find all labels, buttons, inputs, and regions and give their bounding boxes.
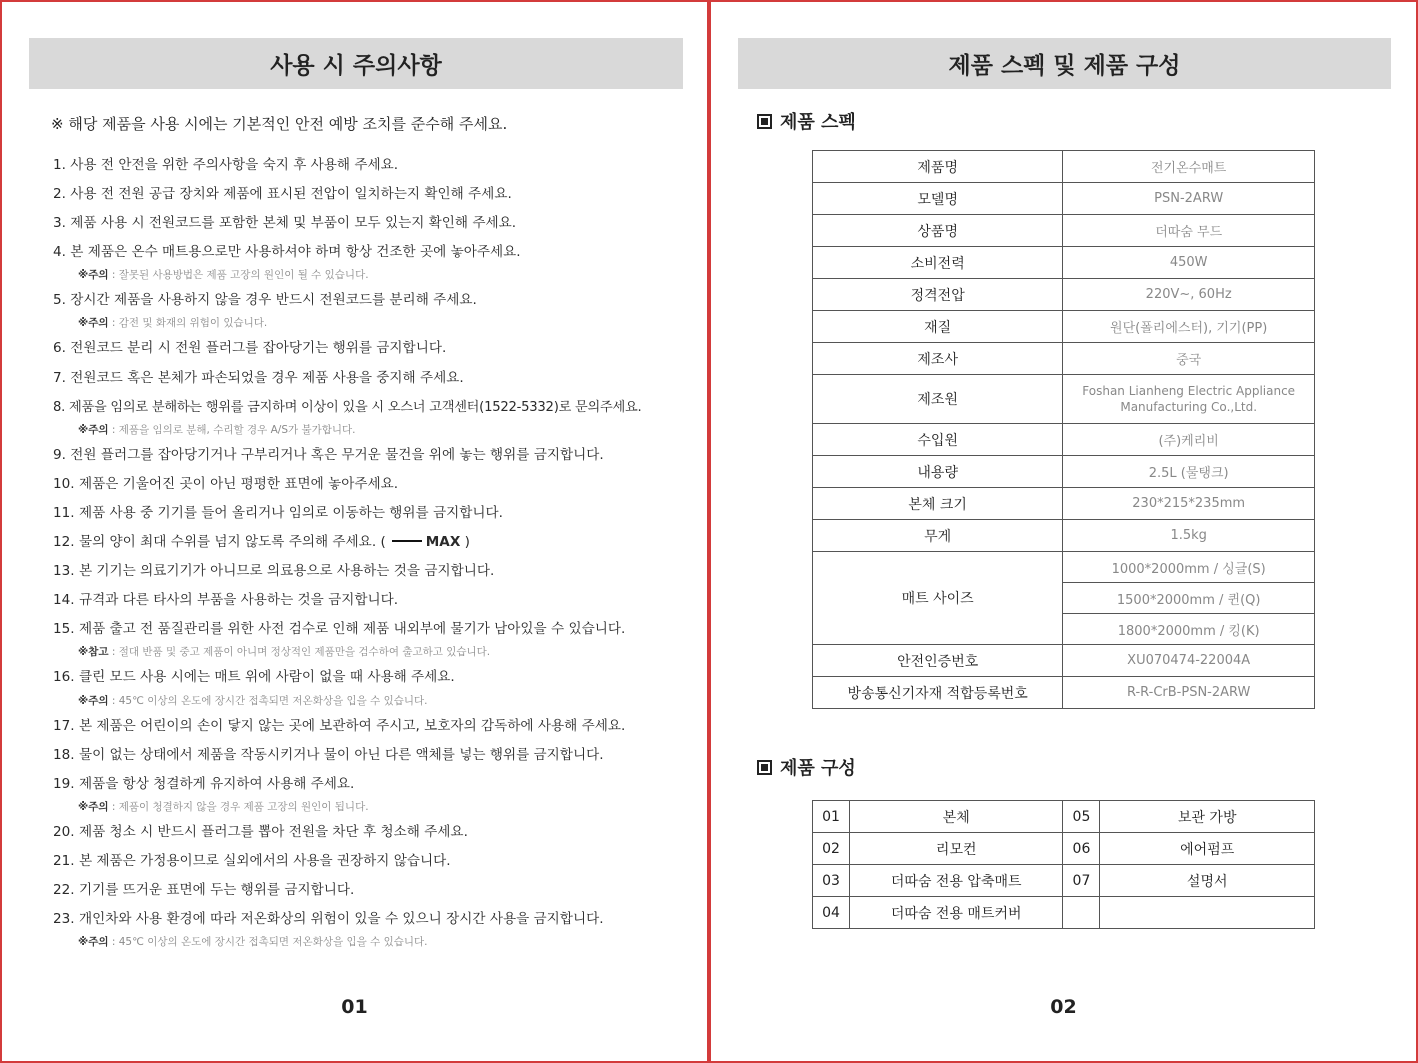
table-row [813, 215, 1315, 247]
note-label: ※주의 [78, 423, 109, 436]
table-row [813, 677, 1315, 709]
note [53, 934, 693, 953]
list-item: 22. 기기를 뜨거운 표면에 두는 행위를 금지합니다. [53, 881, 355, 898]
comp-heading-text: 제품 구성 [780, 758, 856, 779]
spec-key: 재질 [813, 311, 1063, 343]
note [53, 267, 693, 286]
list-item: 10. 제품은 기울어진 곳이 아닌 평평한 표면에 놓아주세요. [53, 475, 399, 492]
spec-value: 1500*2000mm / 퀸(Q) [1063, 583, 1315, 614]
comp-number: 05 [1063, 801, 1100, 833]
table-row [813, 424, 1315, 456]
comp-name: 에어펌프 [1100, 833, 1315, 865]
precaution-list [53, 151, 693, 953]
comp-heading [757, 754, 856, 780]
spec-value: 1800*2000mm / 킹(K) [1063, 614, 1315, 645]
spec-key: 무게 [813, 520, 1063, 552]
table-row [813, 897, 1315, 929]
spec-value-line: Manufacturing Co.,Ltd. [1120, 400, 1258, 414]
note [53, 315, 693, 334]
list-item: 15. 제품 출고 전 품질관리를 위한 사전 검수로 인해 제품 내외부에 물기가 남아있을 수 있습니다. [53, 621, 626, 638]
components-table [812, 800, 1315, 929]
spec-value: PSN-2ARW [1063, 183, 1315, 215]
table-row [813, 456, 1315, 488]
comp-number: 07 [1063, 865, 1100, 897]
list-item: 9. 전원 플러그를 잡아당기거나 구부리거나 혹은 무거운 물건을 위에 놓는 행위를 금지합니다. [53, 446, 604, 463]
note-label: ※주의 [78, 269, 109, 282]
comp-name [1100, 897, 1315, 929]
table-row [813, 311, 1315, 343]
spec-value: 더따숨 무드 [1063, 215, 1315, 247]
table-row [813, 247, 1315, 279]
max-line-icon [392, 540, 422, 542]
page-number: 02 [1050, 996, 1077, 1018]
comp-number: 04 [813, 897, 850, 929]
table-row [813, 801, 1315, 833]
table-row [813, 151, 1315, 183]
table-row [813, 520, 1315, 552]
note-text: : 절대 반품 및 중고 제품이 아니며 정상적인 제품만을 검수하여 출고하고 있습니다. [108, 646, 491, 659]
note-text: : 제품이 청결하지 않을 경우 제품 고장의 원인이 됩니다. [108, 800, 369, 813]
list-item: 19. 제품을 항상 청결하게 유지하여 사용해 주세요. [53, 775, 355, 792]
spec-value [1063, 375, 1315, 424]
spec-value: 450W [1063, 247, 1315, 279]
note-label: ※주의 [78, 694, 109, 707]
square-bullet-icon [757, 114, 772, 129]
list-item: 8. 제품을 임의로 분해하는 행위를 금지하며 이상이 있을 시 오스너 고객센터(1522-5332)로 문의주세요. [53, 399, 642, 415]
square-bullet-icon [757, 760, 772, 775]
max-label: MAX [425, 534, 461, 551]
table-row [813, 488, 1315, 520]
note [53, 422, 693, 441]
spec-key: 소비전력 [813, 247, 1063, 279]
list-item-text: 12. 물의 양이 최대 수위를 넘지 않도록 주의해 주세요. ( [53, 534, 386, 551]
note-text: : 잘못된 사용방법은 제품 고장의 원인이 될 수 있습니다. [108, 269, 369, 282]
comp-number: 03 [813, 865, 850, 897]
table-row [813, 375, 1315, 424]
list-item: 20. 제품 청소 시 반드시 플러그를 뽑아 전원을 차단 후 청소해 주세요. [53, 823, 468, 840]
comp-number: 02 [813, 833, 850, 865]
list-item: 17. 본 제품은 어린이의 손이 닿지 않는 곳에 보관하여 주시고, 보호자의 감독하에 사용해 주세요. [53, 717, 626, 734]
spec-value: R-R-CrB-PSN-2ARW [1063, 677, 1315, 709]
table-row [813, 343, 1315, 375]
spec-value: 220V~, 60Hz [1063, 279, 1315, 311]
comp-name: 보관 가방 [1100, 801, 1315, 833]
comp-name: 리모컨 [849, 833, 1063, 865]
spec-key: 수입원 [813, 424, 1063, 456]
note-label: ※주의 [78, 800, 109, 813]
note-text: : 45℃ 이상의 온도에 장시간 접촉되면 저온화상을 입을 수 있습니다. [108, 936, 428, 949]
comp-number: 01 [813, 801, 850, 833]
list-item: 21. 본 제품은 가정용이므로 실외에서의 사용을 권장하지 않습니다. [53, 852, 451, 869]
table-row [813, 645, 1315, 677]
list-item: 3. 제품 사용 시 전원코드를 포함한 본체 및 부품이 모두 있는지 확인해 주세요. [53, 215, 517, 232]
page-title: 제품 스펙 및 제품 구성 [738, 38, 1391, 89]
max-close: ) [464, 534, 470, 551]
spec-key: 모델명 [813, 183, 1063, 215]
table-row [813, 279, 1315, 311]
table-row [813, 183, 1315, 215]
table-row [813, 865, 1315, 897]
list-item: 4. 본 제품은 온수 매트용으로만 사용하셔야 하며 항상 건조한 곳에 놓아주세요. [53, 244, 521, 261]
spec-key: 방송통신기자재 적합등록번호 [813, 677, 1063, 709]
list-item: 23. 개인차와 사용 환경에 따라 저온화상의 위험이 있을 수 있으니 장시간 사용을 금지합니다. [53, 911, 604, 928]
list-item-max [53, 528, 693, 557]
list-item: 7. 전원코드 혹은 본체가 파손되었을 경우 제품 사용을 중지해 주세요. [53, 369, 464, 386]
spec-value-line: Foshan Lianheng Electric Appliance [1082, 384, 1296, 398]
table-row [813, 833, 1315, 865]
page-number: 01 [341, 996, 368, 1018]
comp-number [1063, 897, 1100, 929]
comp-name: 설명서 [1100, 865, 1315, 897]
spec-key: 내용량 [813, 456, 1063, 488]
note-text: : 제품을 임의로 분해, 수리할 경우 A/S가 불가합니다. [108, 423, 356, 436]
note-label: ※주의 [78, 317, 109, 330]
spec-heading [757, 108, 856, 134]
spec-key: 제품명 [813, 151, 1063, 183]
spec-key: 제조사 [813, 343, 1063, 375]
list-item: 16. 클린 모드 사용 시에는 매트 위에 사람이 없을 때 사용해 주세요. [53, 669, 455, 686]
list-item: 13. 본 기기는 의료기기가 아니므로 의료용으로 사용하는 것을 금지합니다. [53, 563, 495, 580]
list-item: 1. 사용 전 안전을 위한 주의사항을 숙지 후 사용해 주세요. [53, 157, 399, 173]
list-item: 11. 제품 사용 중 기기를 들어 올리거나 임의로 이동하는 행위를 금지합니다. [53, 504, 503, 521]
list-item: 2. 사용 전 전원 공급 장치와 제품에 표시된 전압이 일치하는지 확인해 주세요. [53, 186, 512, 203]
spec-key: 상품명 [813, 215, 1063, 247]
comp-name: 더따숨 전용 압축매트 [849, 865, 1063, 897]
table-row [813, 552, 1315, 583]
spec-table [812, 150, 1315, 709]
spec-value: (주)케리비 [1063, 424, 1315, 456]
spec-value: 1000*2000mm / 싱글(S) [1063, 552, 1315, 583]
spec-key: 정격전압 [813, 279, 1063, 311]
list-item: 14. 규격과 다른 타사의 부품을 사용하는 것을 금지합니다. [53, 592, 399, 609]
note [53, 693, 693, 712]
page-title: 사용 시 주의사항 [29, 38, 683, 89]
spec-value: 원단(폴리에스터), 기기(PP) [1063, 311, 1315, 343]
list-item: 18. 물이 없는 상태에서 제품을 작동시키거나 물이 아닌 다른 액체를 넣는 행위를 금지합니다. [53, 746, 604, 763]
spec-value: 2.5L (물탱크) [1063, 456, 1315, 488]
spec-heading-text: 제품 스펙 [780, 112, 856, 133]
note-text: : 감전 및 화재의 위험이 있습니다. [108, 317, 268, 330]
spec-value: 전기온수매트 [1063, 151, 1315, 183]
note-label: ※참고 [78, 646, 109, 659]
comp-name: 본체 [849, 801, 1063, 833]
list-item: 5. 장시간 제품을 사용하지 않을 경우 반드시 전원코드를 분리해 주세요. [53, 292, 477, 309]
spec-value: XU070474-22004A [1063, 645, 1315, 677]
comp-name: 더따숨 전용 매트커버 [849, 897, 1063, 929]
spec-key: 안전인증번호 [813, 645, 1063, 677]
spec-value: 230*215*235mm [1063, 488, 1315, 520]
list-item: 6. 전원코드 분리 시 전원 플러그를 잡아당기는 행위를 금지합니다. [53, 340, 447, 357]
spec-key: 매트 사이즈 [813, 552, 1063, 645]
comp-number: 06 [1063, 833, 1100, 865]
note-label: ※주의 [78, 936, 109, 949]
spec-value: 1.5kg [1063, 520, 1315, 552]
spec-value: 중국 [1063, 343, 1315, 375]
intro-text: ※ 해당 제품을 사용 시에는 기본적인 안전 예방 조치를 준수해 주세요. [51, 115, 508, 133]
note-text: : 45℃ 이상의 온도에 장시간 접촉되면 저온화상을 입을 수 있습니다. [108, 694, 428, 707]
spec-key: 본체 크기 [813, 488, 1063, 520]
note [53, 799, 693, 818]
spec-key: 제조원 [813, 375, 1063, 424]
note [53, 644, 693, 663]
